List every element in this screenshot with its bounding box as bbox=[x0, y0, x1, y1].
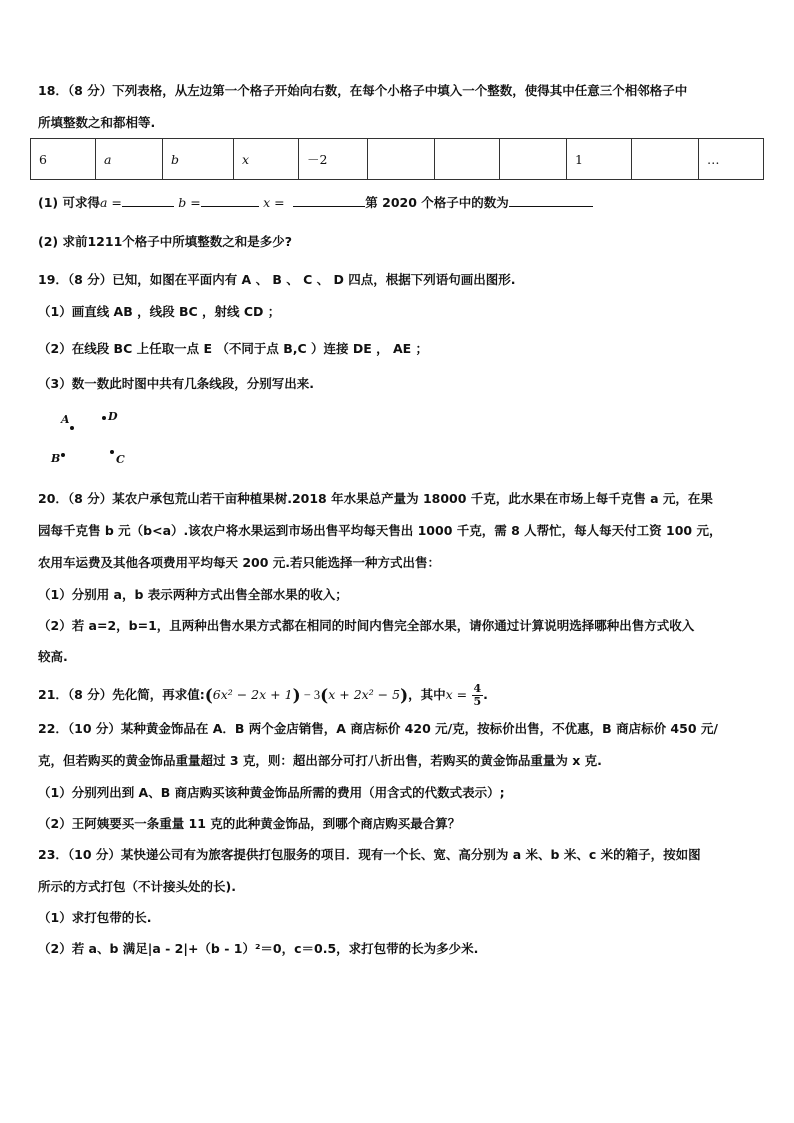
q18-stem-line1: 18．（8 分）下列表格，从左边第一个格子开始向右数，在每个小格子中填入一个整数，使得其中任意三个相邻格子中 bbox=[38, 83, 688, 98]
q18-a-answer-blank[interactable] bbox=[122, 193, 174, 207]
q22-part2: （2）王阿姨要买一条重量 11 克的此种黄金饰品，到哪个商店购买最合算？ bbox=[38, 816, 461, 831]
grid-cell: a bbox=[96, 139, 163, 180]
q21-suffix: ，其中 bbox=[408, 687, 446, 702]
q23-stem-line2: 所示的方式打包（不计接头处的长). bbox=[38, 879, 236, 894]
q21-prefix: 21．（8 分）先化简，再求值: bbox=[38, 687, 205, 702]
q22-stem-line2: 克，但若购买的黄金饰品重量超过 3 克，则：超出部分可打八折出售，若购买的黄金饰品重量为 x 克. bbox=[38, 753, 602, 768]
q18-part2: (2) 求前1211个格子中所填整数之和是多少? bbox=[38, 234, 293, 249]
q21-end: . bbox=[483, 687, 488, 702]
point-b-label: B bbox=[51, 452, 61, 465]
q18-stem-line2: 所填整数之和都相等. bbox=[38, 115, 156, 130]
q18-x-answer-blank[interactable] bbox=[293, 193, 365, 207]
grid-cell bbox=[368, 139, 435, 180]
point-c-label: C bbox=[116, 453, 125, 466]
grid-cell: 1 bbox=[567, 139, 632, 180]
q19-step2: （2）在线段 BC 上任取一点 E （不同于点 B,C ）连接 DE ， AE ； bbox=[38, 341, 429, 356]
q21-expression-2: x + 2x² − 5 bbox=[328, 687, 401, 702]
grid-cell bbox=[435, 139, 500, 180]
grid-cell: －2 bbox=[299, 139, 368, 180]
q18-x-label: x = bbox=[263, 195, 285, 210]
q20-stem-line3: 农用车运费及其他各项费用平均每天 200 元.若只能选择一种方式出售： bbox=[38, 555, 441, 570]
q20-stem-line2: 园每千克售 b 元（b<a）.该农户将水果运到市场出售平均每天售出 1000 千克，需 8 人帮忙，每人每天付工资 100 元， bbox=[38, 523, 722, 538]
point-c-dot bbox=[110, 450, 114, 454]
grid-cell: 6 bbox=[31, 139, 96, 180]
q21-numerator: 4 bbox=[473, 682, 482, 695]
grid-cell bbox=[632, 139, 699, 180]
point-b-dot bbox=[61, 453, 65, 457]
q18-part1-prefix: (1) 可求得 bbox=[38, 195, 100, 210]
q21-expression-1: 6x² − 2x + 1 bbox=[212, 687, 293, 702]
q18-part1-text: 第 2020 个格子中的数为 bbox=[365, 195, 509, 210]
q19-step1: （1）画直线 AB ，线段 BC ，射线 CD ； bbox=[38, 304, 281, 319]
q18-a-label: a = bbox=[99, 195, 122, 210]
q21-stem: 21．（8 分）先化简，再求值:(6x² − 2x + 1) − 3(x + 2x² − 5)，其中x = $\frac{4}{5}$ . bbox=[38, 682, 488, 708]
grid-cell: x bbox=[234, 139, 299, 180]
q21-denominator: 5 bbox=[473, 695, 482, 708]
q22-part1: （1）分别列出到 A、B 商店购买该种黄金饰品所需的费用（用含式的代数式表示）; bbox=[38, 785, 505, 800]
grid-cell: b bbox=[163, 139, 234, 180]
q18-2020th-answer-blank[interactable] bbox=[509, 193, 593, 207]
q20-part1: （1）分别用 a，b 表示两种方式出售全部水果的收入； bbox=[38, 587, 348, 602]
point-a-dot bbox=[70, 426, 74, 430]
point-a-label: A bbox=[61, 413, 70, 426]
q23-stem-line1: 23．（10 分）某快递公司有为旅客提供打包服务的项目．现有一个长、宽、高分别为 a 米、b 米、c 米的箱子，按如图 bbox=[38, 847, 701, 862]
grid-cell: … bbox=[699, 139, 764, 180]
q21-x-equals: x = bbox=[445, 687, 468, 702]
q20-stem-line1: 20．（8 分）某农户承包荒山若干亩种植果树.2018 年水果总产量为 18000 千克，此水果在市场上每千克售 a 元，在果 bbox=[38, 491, 713, 506]
q18-part1 bbox=[38, 193, 758, 212]
q20-part2-line1: （2）若 a=2，b=1，且两种出售水果方式都在相同的时间内售完全部水果，请你通过计算说明选择哪种出售方式收入 bbox=[38, 618, 695, 633]
q19-step3: （3）数一数此时图中共有几条线段，分别写出来. bbox=[38, 376, 314, 391]
q18-number-grid bbox=[30, 138, 764, 180]
q20-part2-line2: 较高. bbox=[38, 649, 68, 664]
q19-stem: 19．（8 分）已知，如图在平面内有 A 、 B 、 C 、 D 四点，根据下列语句画出图形. bbox=[38, 272, 516, 287]
q18-b-label: b = bbox=[178, 195, 201, 210]
q22-stem-line1: 22．（10 分）某种黄金饰品在 A．B 两个金店销售，A 商店标价 420 元/克，按标价出售，不优惠，B 商店标价 450 元/ bbox=[38, 721, 718, 736]
q23-part1: （1）求打包带的长. bbox=[38, 910, 152, 925]
point-d-dot bbox=[102, 416, 106, 420]
point-d-label: D bbox=[108, 410, 118, 423]
q21-mid: − 3 bbox=[300, 688, 321, 702]
grid-cell bbox=[500, 139, 567, 180]
q18-b-answer-blank[interactable] bbox=[201, 193, 259, 207]
q21-fraction bbox=[472, 683, 484, 708]
q23-part2: （2）若 a、b 满足|a - 2|+（b - 1）²＝0，c＝0.5，求打包带的长为多少米. bbox=[38, 941, 479, 956]
